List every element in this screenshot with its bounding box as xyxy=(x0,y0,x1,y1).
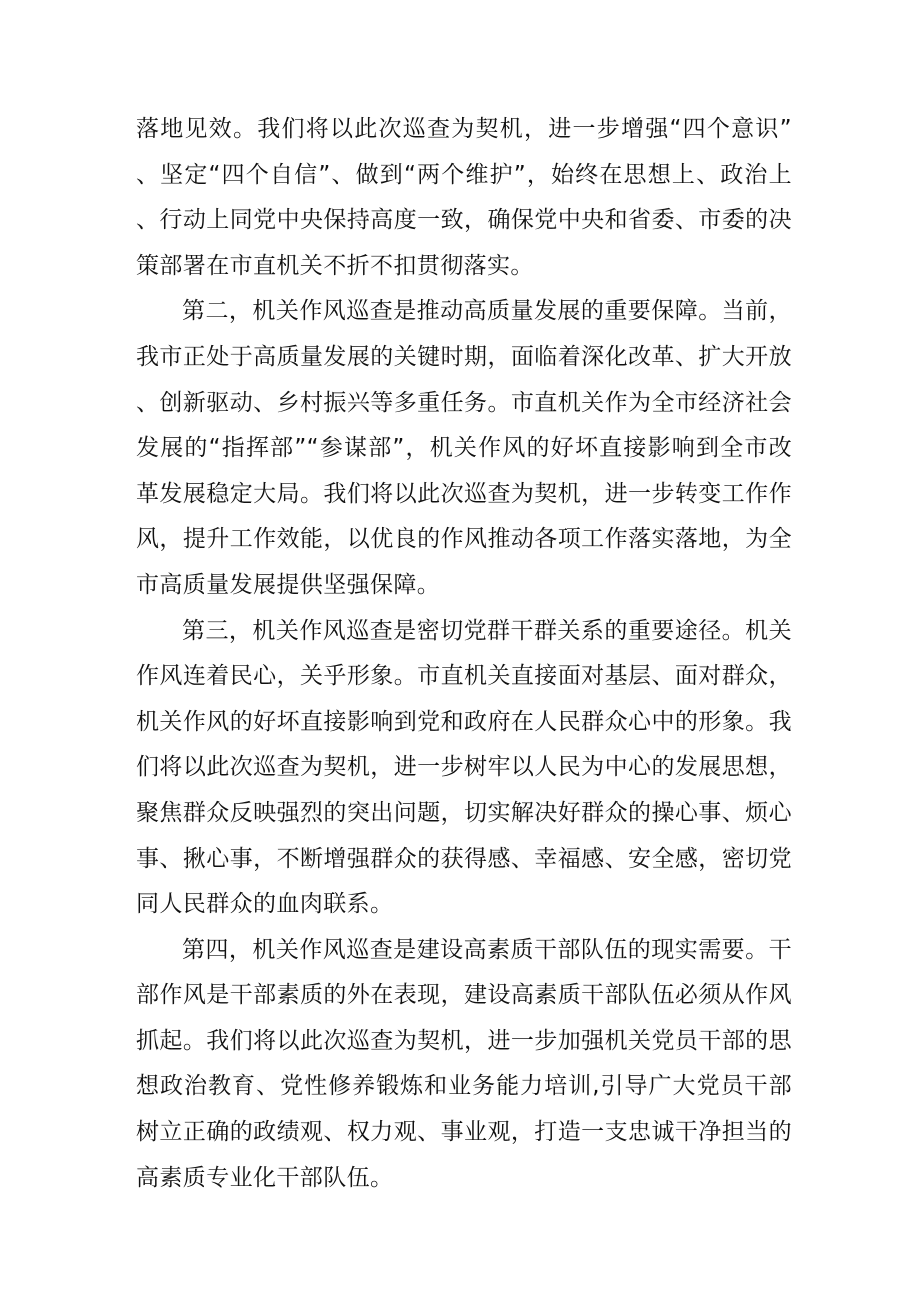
paragraph-third-point: 第三，机关作风巡查是密切党群干群关系的重要途径。机关作风连着民心，关乎形象。市直机关直接面对基层、面对群众，机关作风的好坏直接影响到党和政府在人民群众心中的形象。我们将以此次巡查为契机，进一步树牢以人民为中心的发展思想，聚焦群众反映强烈的突出问题，切实解决好群众的操心事、烦心事、揪心事，不断增强群众的获得感、幸福感、安全感，密切党同人民群众的血肉联系。 xyxy=(136,617,792,918)
paragraph-continuation: 落地见效。我们将以此次巡查为契机，进一步增强“四个意识”、坚定“四个自信”、做到“两个维护”，始终在思想上、政治上、行动上同党中央保持高度一致，确保党中央和省委、市委的决策部署在市直机关不折不扣贯彻落实。 xyxy=(136,116,792,279)
paragraph-fourth-point: 第四，机关作风巡查是建设高素质干部队伍的现实需要。干部作风是干部素质的外在表现，建设高素质干部队伍必须从作风抓起。我们将以此次巡查为契机，进一步加强机关党员干部的思想政治教育、党性修养锻炼和业务能力培训,引导广大党员干部树立正确的政绩观、权力观、事业观，打造一支忠诚干净担当的高素质专业化干部队伍。 xyxy=(136,936,792,1191)
document-body xyxy=(136,107,792,1201)
paragraph-second-point: 第二，机关作风巡查是推动高质量发展的重要保障。当前，我市正处于高质量发展的关键时期，面临着深化改革、扩大开放、创新驱动、乡村振兴等多重任务。市直机关作为全市经济社会发展的“指挥部”“参谋部”，机关作风的好坏直接影响到全市改革发展稳定大局。我们将以此次巡查为契机，进一步转变工作作风，提升工作效能，以优良的作风推动各项工作落实落地，为全市高质量发展提供坚强保障。 xyxy=(136,298,792,598)
